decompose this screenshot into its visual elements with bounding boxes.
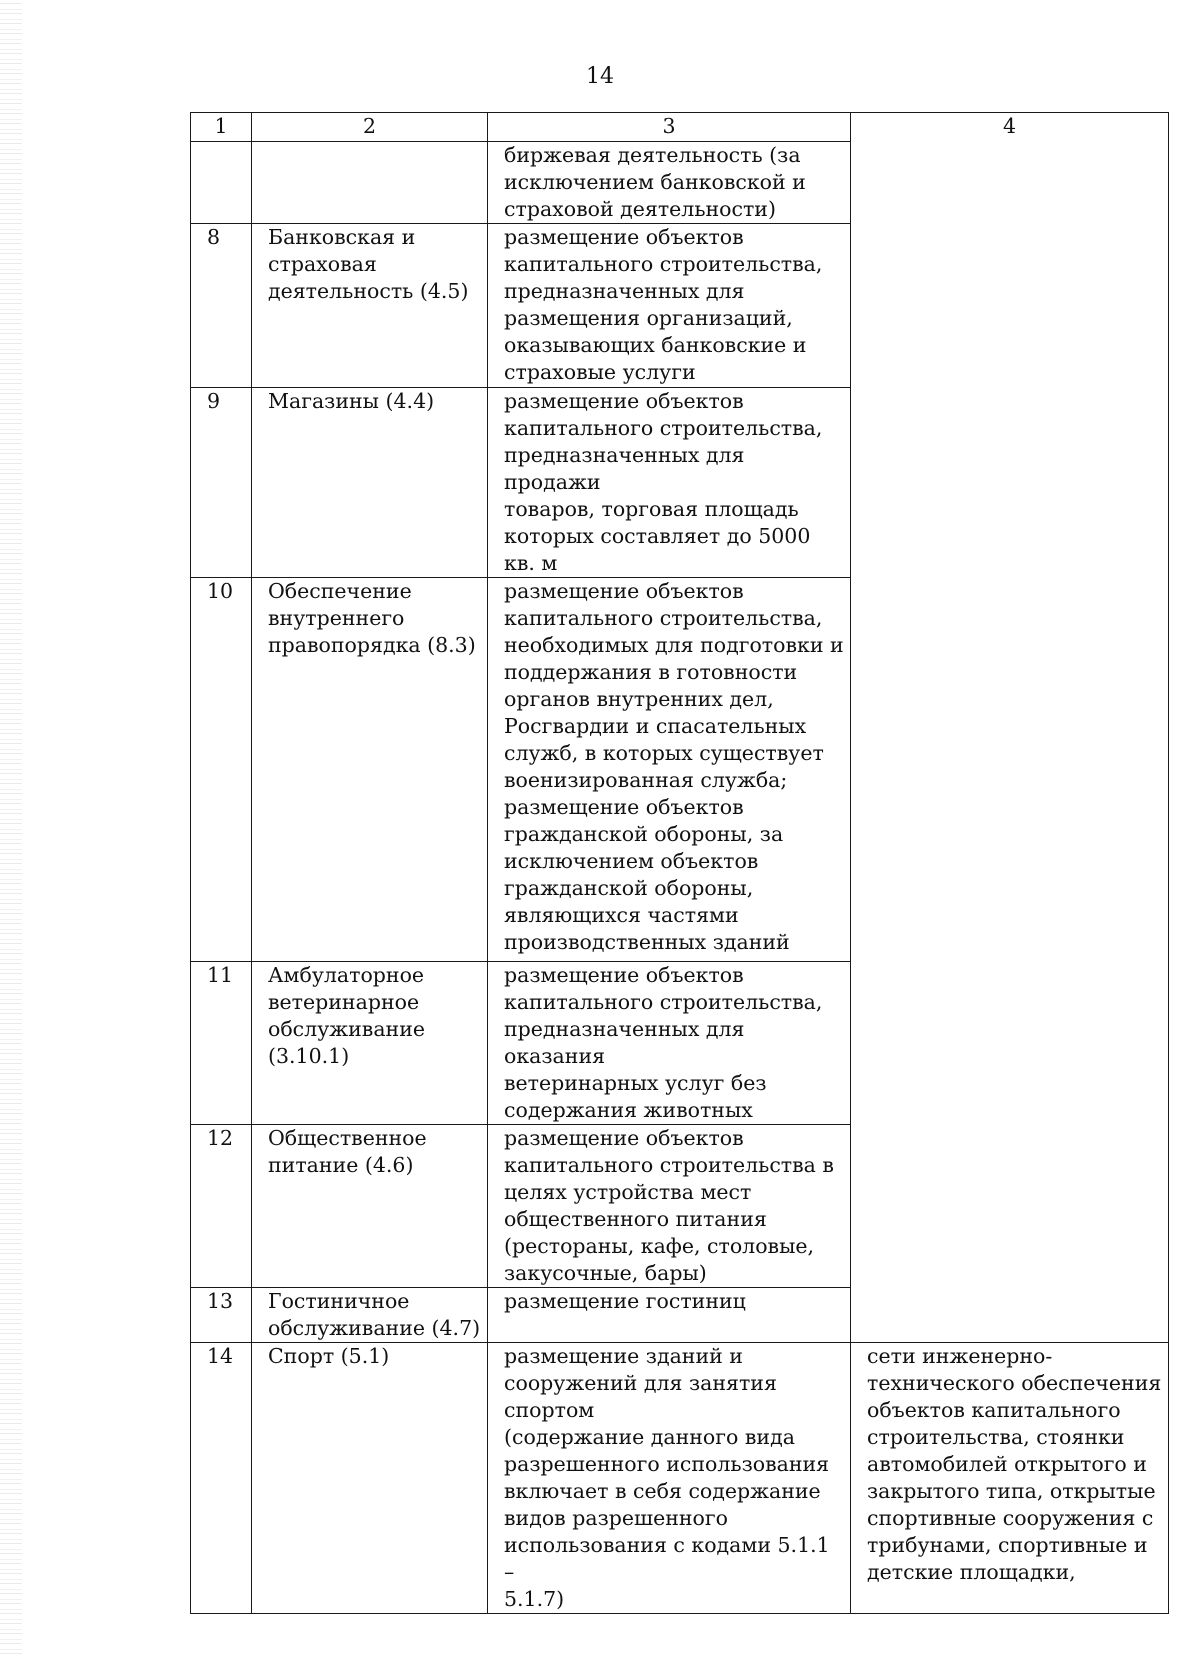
permitted-use-table <box>190 112 1169 1614</box>
row-number: 13 <box>191 1288 252 1343</box>
row-name: Спорт (5.1) <box>252 1343 488 1614</box>
page-number: 14 <box>586 64 614 89</box>
row-name <box>252 142 488 224</box>
row-name: Общественное питание (4.6) <box>252 1125 488 1288</box>
row-description: размещение объектов капитального строительства, предназначенных для продажи товаров, торговая площадь которых составляет до 5000 кв. м <box>488 388 851 578</box>
table-row <box>191 1343 1169 1614</box>
row-number: 12 <box>191 1125 252 1288</box>
row-name: Обеспечение внутреннего правопорядка (8.3) <box>252 578 488 962</box>
scan-edge-artifact <box>0 0 22 1656</box>
row-description: размещение объектов капитального строительства в целях устройства мест общественного питания (рестораны, кафе, столовые, закусочные, бары) <box>488 1125 851 1288</box>
header-col-2: 2 <box>252 113 488 142</box>
row-description: размещение объектов капитального строительства, необходимых для подготовки и поддержания в готовности органов внутренних дел, Росгвардии и спасательных служб, в которых существует военизированная служба; размещение объектов гражданской обороны, за исключением объектов гражданской обороны, являющихся частями производственных зданий <box>488 578 851 962</box>
row-auxiliary-uses: сети инженерно- технического обеспечения объектов капитального строительства, стоянки автомобилей открытого и закрытого типа, открытые спортивные сооружения с трибунами, спортивные и детские площадки, <box>851 1343 1169 1614</box>
header-row <box>191 113 1169 142</box>
row-number: 10 <box>191 578 252 962</box>
row-name: Магазины (4.4) <box>252 388 488 578</box>
row-number: 8 <box>191 224 252 388</box>
row-description: размещение объектов капитального строительства, предназначенных для размещения организаций, оказывающих банковские и страховые услуги <box>488 224 851 388</box>
row-name: Гостиничное обслуживание (4.7) <box>252 1288 488 1343</box>
header-col-3: 3 <box>488 113 851 142</box>
row-number <box>191 142 252 224</box>
row-description: биржевая деятельность (за исключением банковской и страховой деятельности) <box>488 142 851 224</box>
row-number: 14 <box>191 1343 252 1614</box>
row-description: размещение зданий и сооружений для занятия спортом (содержание данного вида разрешенного использования включает в себя содержание видов разрешенного использования с кодами 5.1.1 – 5.1.7) <box>488 1343 851 1614</box>
row-number: 11 <box>191 962 252 1125</box>
header-col-1: 1 <box>191 113 252 142</box>
row-name: Амбулаторное ветеринарное обслуживание (3.10.1) <box>252 962 488 1125</box>
row-description: размещение объектов капитального строительства, предназначенных для оказания ветеринарных услуг без содержания животных <box>488 962 851 1125</box>
row-description: размещение гостиниц <box>488 1288 851 1343</box>
row-number: 9 <box>191 388 252 578</box>
header-col-4: 4 <box>851 113 1169 1343</box>
row-name: Банковская и страховая деятельность (4.5) <box>252 224 488 388</box>
